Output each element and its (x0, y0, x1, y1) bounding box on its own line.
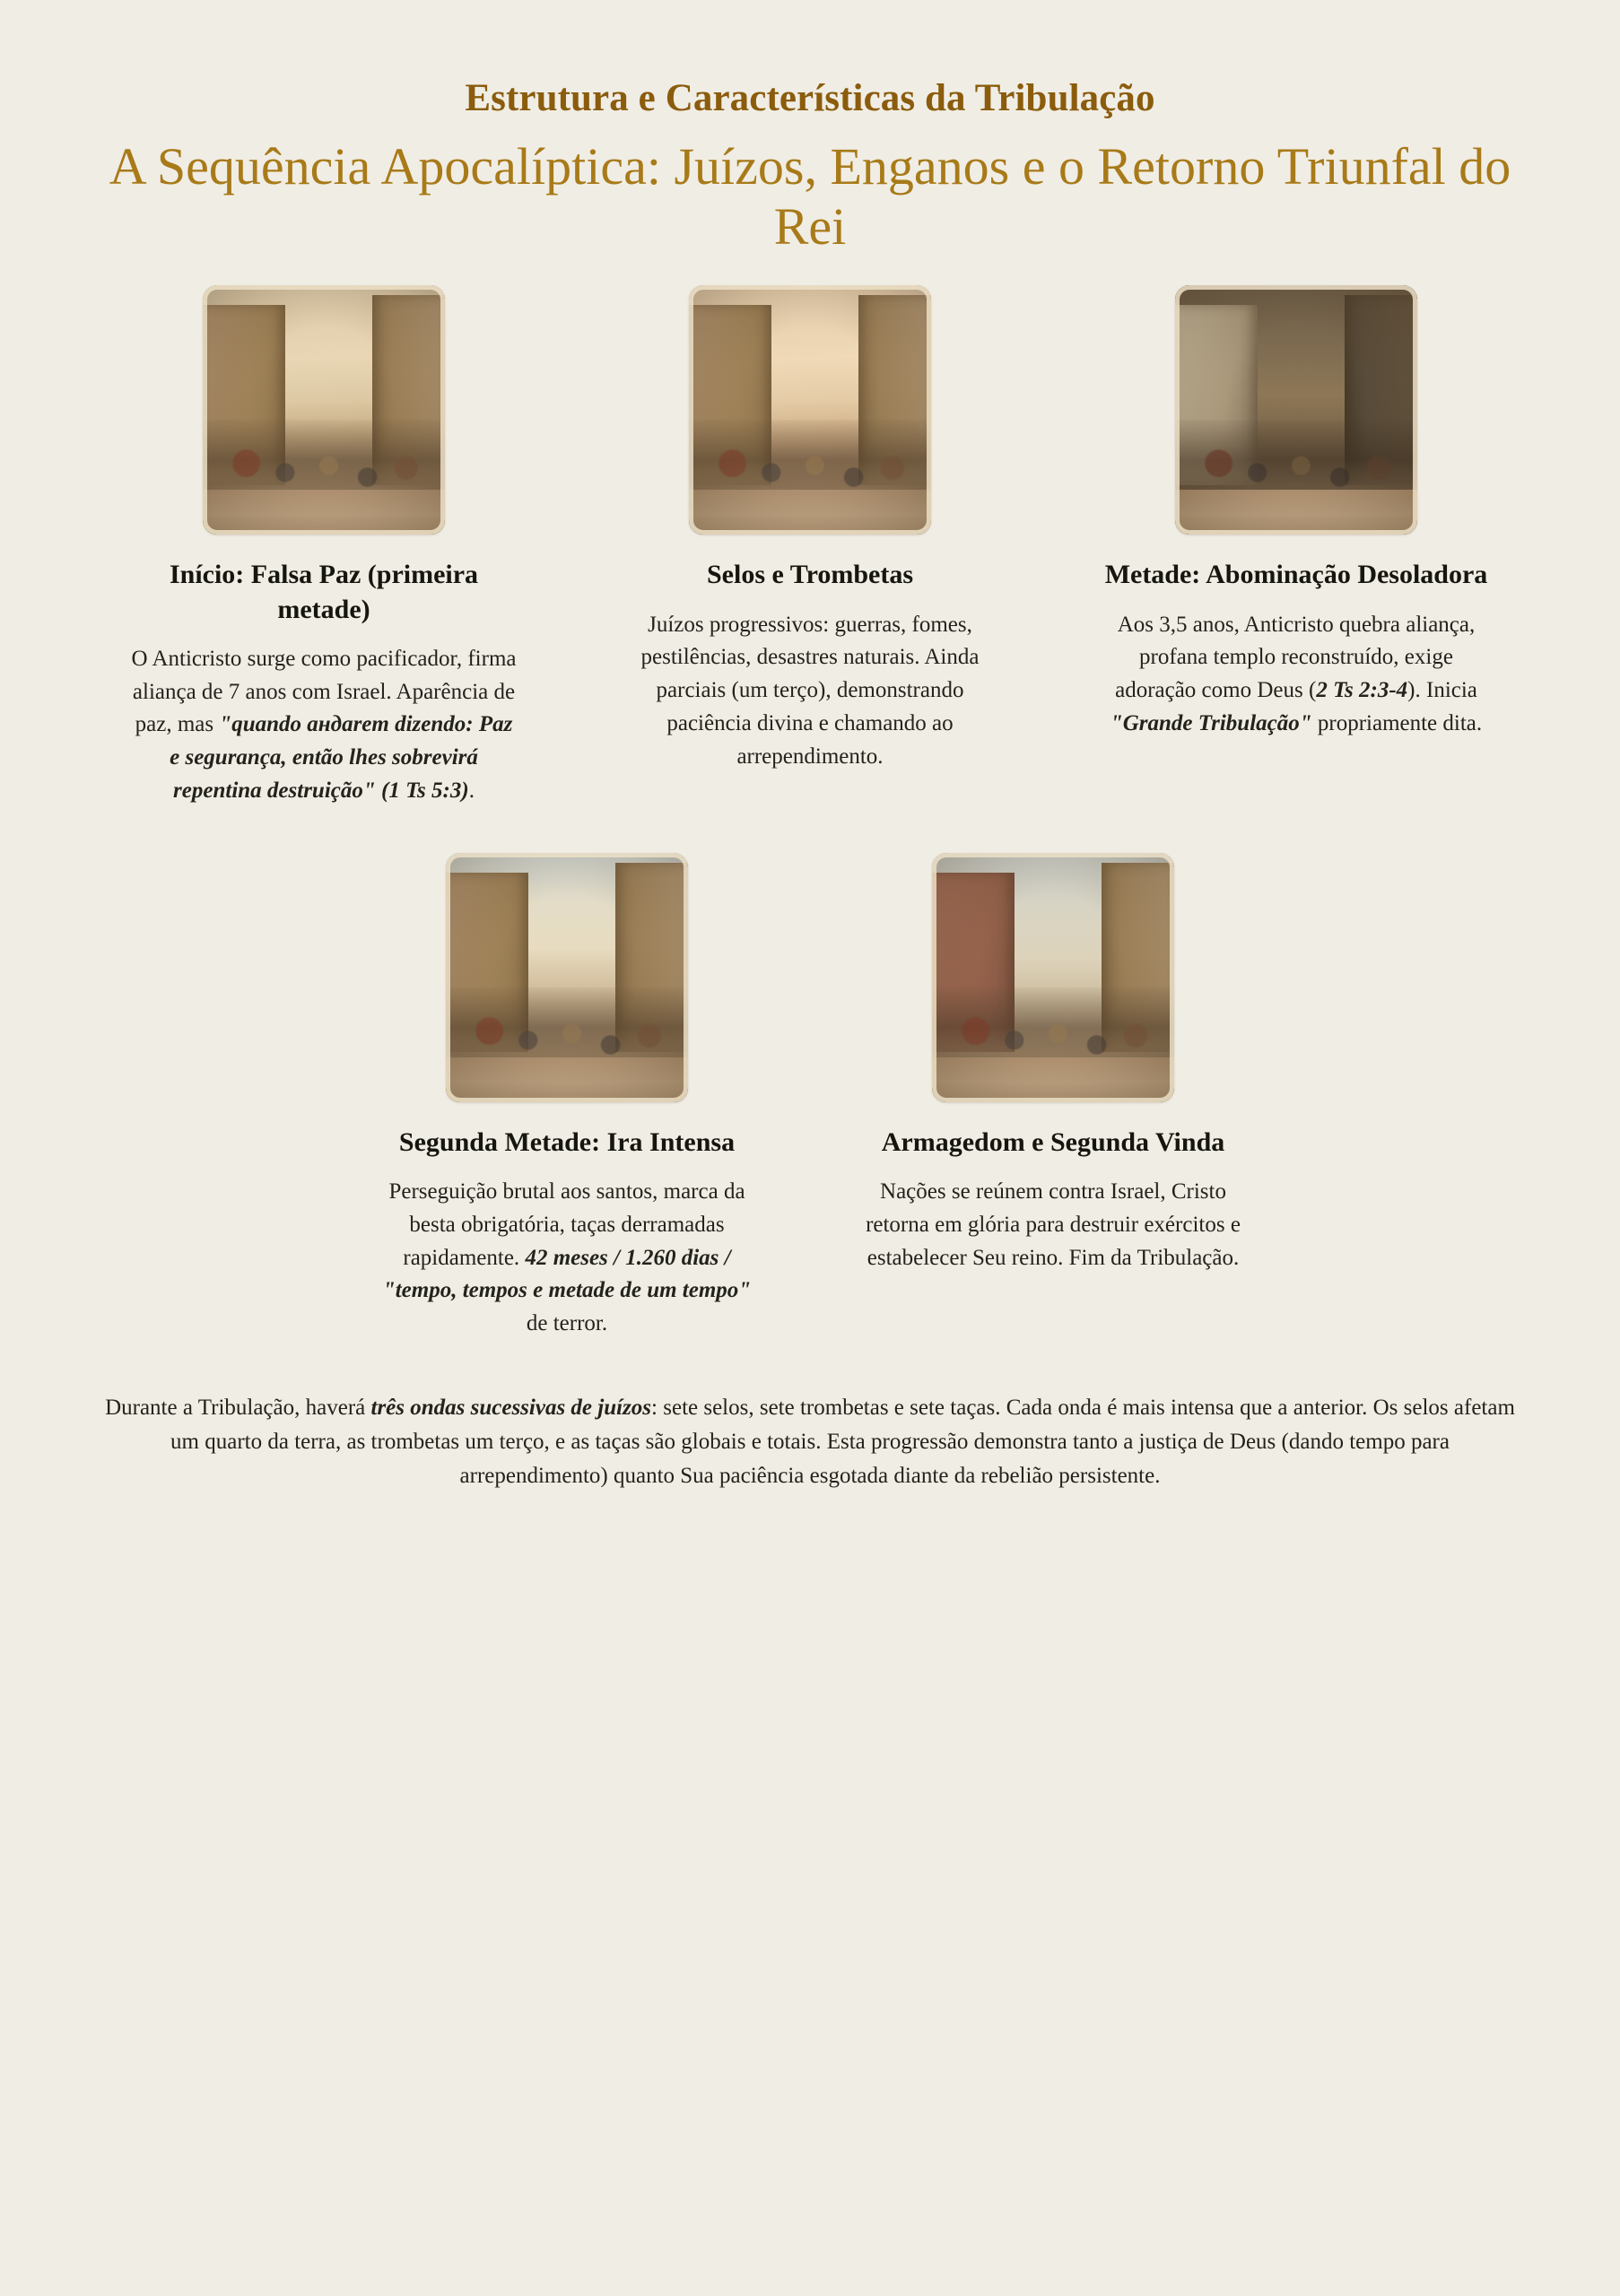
card-body: Juízos progressivos: guerras, fomes, pestilências, desastres naturais. Ainda parciais (um terço), demonstrando paciência divina e chamando ao arrependimento. (640, 612, 980, 769)
card-row-bottom (0, 853, 1620, 1341)
card-body: O Anticristo surge como pacificador, firma aliança de 7 anos com Israel. Aparência de paz, mas "quando андarem dizendo: Paz e segurança, então lhes sobrevirá repentina destruição" (1 Ts 5:3). (131, 646, 517, 803)
image-selos-trombetas (689, 285, 931, 535)
card-body: Nações se reúnem contra Israel, Cristo retorna em glória para destruir exércitos e estabelecer Seu reino. Fim da Tribulação. (866, 1179, 1241, 1270)
card-body: Perseguição brutal aos santos, marca da besta obrigatória, taças derramadas rapidamente. 42 meses / 1.260 dias / "tempo, tempos e metade de um tempo" de terror. (382, 1179, 752, 1336)
page-title: A Sequência Apocalíptica: Juízos, Enganos e o Retorno Triunfal do Rei (109, 136, 1511, 256)
card-title: Armagedom e Segunda Vinda (881, 1126, 1225, 1157)
image-falsa-paz (203, 285, 445, 535)
card-inicio-falsa-paz (104, 285, 544, 808)
card-segunda-metade-ira-intensa (347, 853, 787, 1341)
card-title: Segunda Metade: Ira Intensa (398, 1126, 736, 1157)
card-title: Metade: Abominação Desoladora (1104, 560, 1488, 590)
image-abominacao-desoladora (1175, 285, 1417, 535)
card-title: Selos e Trombetas (707, 560, 913, 590)
summary-paragraph: Durante a Tribulação, haverá três ondas sucessivas de juízos: sete selos, sete trombetas e sete taças. Cada onda é mais intensa que a anterior. Os selos afetam um quarto da terra, as trombetas um terço, e as taças são globais e totais. Esta progressão demonstra tanto a justiça de Deus (dando tempo para arrependimento) quanto Sua paciência esgotada diante da rebelião persistente. (105, 1395, 1515, 1489)
page-eyebrow: Estrutura e Características da Tribulação (465, 77, 1155, 119)
card-row-top (0, 285, 1620, 808)
image-ira-intensa (446, 853, 688, 1102)
card-abominacao-desoladora (1076, 285, 1516, 740)
card-body: Aos 3,5 anos, Anticristo quebra aliança, profana templo reconstruído, exige adoração como Deus (2 Ts 2:3-4). Inicia "Grande Tribulação" propriamente dita. (1110, 612, 1483, 735)
image-armagedom-segunda-vinda (932, 853, 1174, 1102)
card-selos-trombetas (590, 285, 1030, 773)
page-header (0, 0, 1620, 257)
card-title: Início: Falsa Paz (primeira metade) (169, 560, 479, 624)
card-armagedom-segunda-vinda (833, 853, 1273, 1275)
